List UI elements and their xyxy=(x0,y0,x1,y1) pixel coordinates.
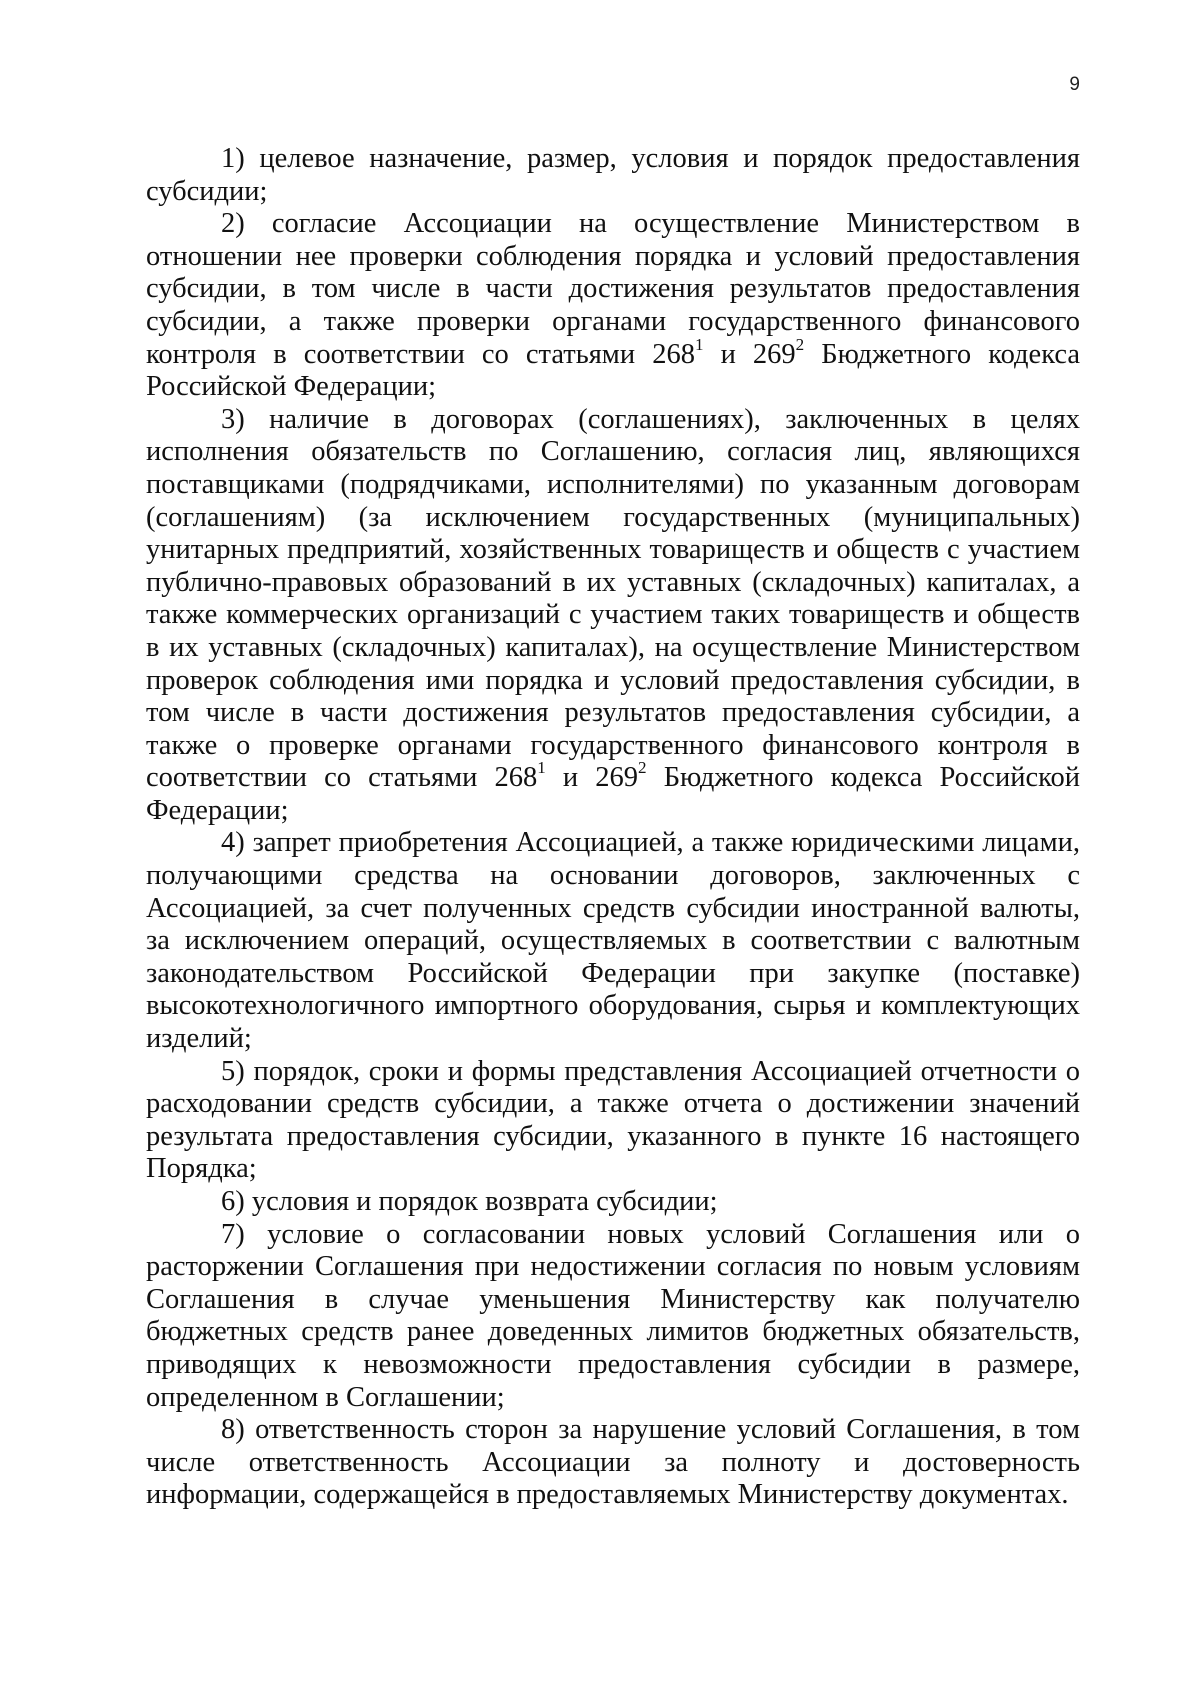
article-269-reference xyxy=(595,758,647,794)
article-number: 268 xyxy=(494,762,538,794)
article-superscript: 2 xyxy=(638,758,647,778)
list-item-2 xyxy=(146,208,1080,404)
list-item-8: 8) ответственность сторон за нарушение условий Соглашения, в том числе ответственность Ассоциации за полноту и достоверность информации, содержащейся в предоставляемых Министерству документах. xyxy=(146,1414,1080,1511)
list-item-2-tail: Бюджетного кодекса Российской Федерации; xyxy=(146,338,1080,403)
list-item-4: 4) запрет приобретения Ассоциацией, а также юридическими лицами, получающими средства на основании договоров, заключенных с Ассоциацией, за счет полученных средств субсидии иностранной валюты, за исключением операций, осуществляемых в соответствии с валютным законодательством Российской Федерации при закупке (поставке) высокотехнологичного импортного оборудования, сырья и комплектующих изделий; xyxy=(146,827,1080,1055)
list-item-2-text: 2) согласие Ассоциации на осуществление Министерством в отношении нее проверки соблюдения порядка и условий предоставления субсидии, в том числе в части достижения результатов предоставления субсидии, а также проверки органами государственного финансового контроля в соответствии со статьями xyxy=(146,208,1080,370)
article-number: 269 xyxy=(595,762,639,794)
list-item-3-tail: Бюджетного кодекса Российской Федерации; xyxy=(146,762,1080,826)
list-item-7: 7) условие о согласовании новых условий Соглашения или о расторжении Соглашения при недостижении согласия по новым условиям Соглашения в случае уменьшения Министерству как получателю бюджетных средств ранее доведенных лимитов бюджетных обязательств, приводящих к невозможности предоставления субсидии в размере, определенном в Соглашении; xyxy=(146,1218,1080,1413)
article-number: 269 xyxy=(752,338,796,370)
article-superscript: 1 xyxy=(537,758,546,778)
conjunction: и xyxy=(703,338,753,370)
page-number: 9 xyxy=(1069,74,1080,95)
list-item-3 xyxy=(146,404,1080,828)
article-superscript: 2 xyxy=(795,334,805,354)
list-item-6: 6) условия и порядок возврата субсидии; xyxy=(221,1186,718,1217)
document-body xyxy=(146,143,1080,1516)
article-268-reference xyxy=(494,758,546,794)
conjunction: и xyxy=(545,762,596,794)
article-268-reference xyxy=(652,334,704,370)
article-269-reference xyxy=(752,334,805,370)
article-superscript: 1 xyxy=(694,334,704,354)
list-item-1: 1) целевое назначение, размер, условия и порядок предоставления субсидии; xyxy=(146,143,1080,207)
list-item-5: 5) порядок, сроки и формы представления Ассоциацией отчетности о расходовании средств субсидии, а также отчета о достижении значений результата предоставления субсидии, указанного в пункте 16 настоящего Порядка; xyxy=(146,1055,1080,1185)
article-number: 268 xyxy=(652,338,695,370)
list-item-3-text: 3) наличие в договорах (соглашениях), заключенных в целях исполнения обязательств по Соглашению, согласия лиц, являющихся поставщиками (подрядчиками, исполнителями) по указанным договорам (соглашениям) (за исключением государственных (муниципальных) унитарных предприятий, хозяйственных товариществ и обществ с участием публично-правовых образований в их уставных (складочных) капиталах, а также коммерческих организаций с участием таких товариществ и обществ в их уставных (складочных) капиталах), на осуществление Министерством проверок соблюдения ими порядка и условий предоставления субсидии, в том числе в части достижения результатов предоставления субсидии, а также о проверке органами государственного финансового контроля в соответствии со статьями xyxy=(146,403,1080,794)
